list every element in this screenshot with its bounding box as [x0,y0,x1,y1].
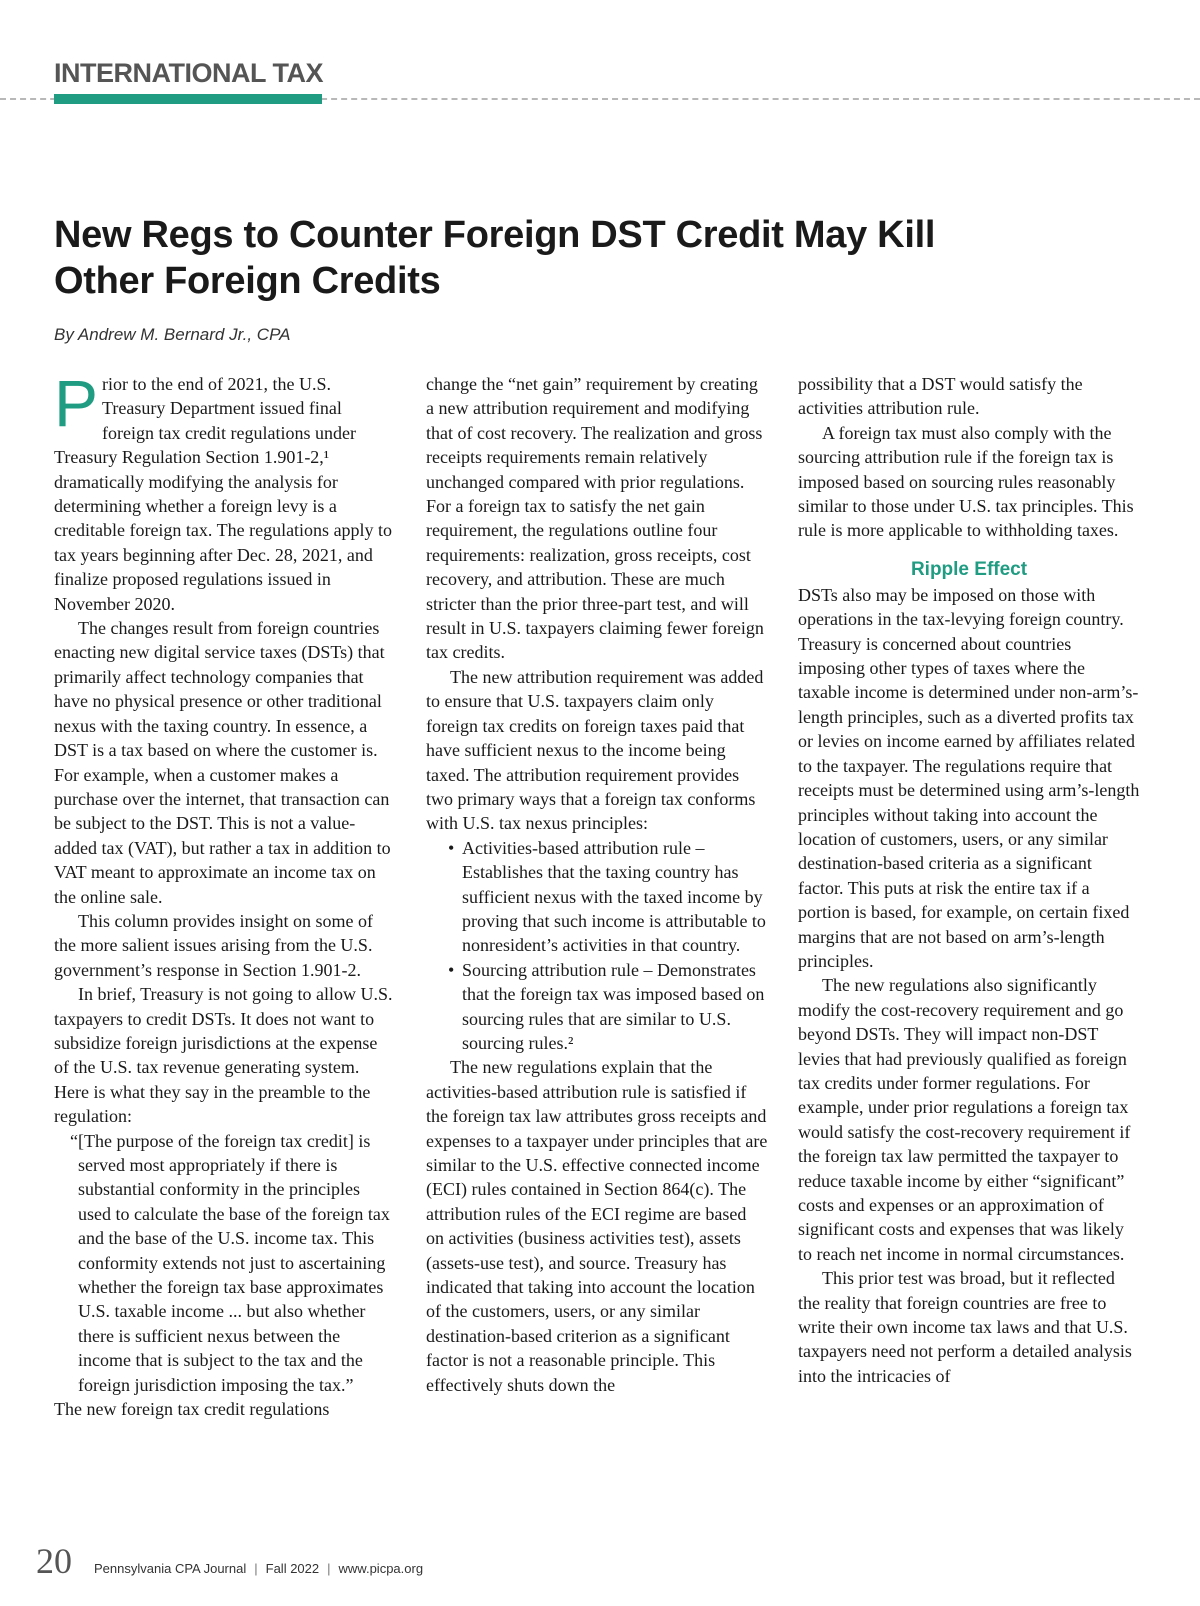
quote-text: “[The purpose of the foreign tax credit] is served most appropriately if there is substantial conformity in the principles used to calculate the base of the foreign tax and the base of the U.S. income tax. This conformity extends not just to ascertaining whether the foreign tax base approximates U.S. taxable income ... but also whether there is sufficient nexus between the income that is subject to the tax and the foreign jurisdiction imposing the tax.” [70,1130,390,1395]
column-2 [426,372,768,1397]
paragraph: This prior test was broad, but it reflected the reality that foreign countries are free to write their own income tax laws and that U.S. taxpayers need not perform a detailed analysis into the intricacies of [798,1268,1132,1386]
paragraph: The new regulations explain that the activities-based attribution rule is satisfied if the foreign tax law attributes gross receipts and expenses to a taxpayer under principles that are similar to the U.S. effective connected income (ECI) rules contained in Section 864(c). The attribution rules of the ECI regime are based on activities (business activities test), assets (assets-use test), and source. Treasury has indicated that taking into account the location of the customers, users, or any similar destination-based criterion as a significant factor is not a reasonable principle. This effectively shuts down the [426,1057,768,1395]
column-3 [798,372,1140,1388]
article-title [54,212,1054,304]
paragraph: The new regulations also significantly modify the cost-recovery requirement and go beyond DSTs. They will impact non-DST levies that had previously qualified as foreign tax credits under former regulations. For example, under prior regulations a foreign tax would satisfy the cost-recovery requirement if the foreign tax law permitted the taxpayer to reduce taxable income by either “significant” costs and expenses or an approximation of significant costs and expenses that was likely to reach net income in normal circumstances. [798,975,1131,1264]
bullet-list [426,836,768,1056]
paragraph: possibility that a DST would satisfy the activities attribution rule. [798,374,1083,419]
page-number: 20 [36,1541,72,1581]
section-label: INTERNATIONAL TAX [54,58,323,88]
paragraph: A foreign tax must also comply with the sourcing attribution rule if the foreign tax is imposed based on sourcing rules reasonably similar to those under U.S. tax principles. This rule is more applicable to withholding taxes. [798,422,1134,541]
list-item: • Activities-based attribution rule – Establishes that the taxing country has sufficient nexus with the taxed income by proving that such income is attributable to nonresident’s activities in that country. [448,836,768,958]
title-line-1: New Regs to Counter Foreign DST Credit May Kill [54,214,936,256]
section-accent-bar [54,94,322,104]
drop-cap: P [54,366,99,440]
column-1 [54,366,396,1421]
footer-separator: | [254,1561,258,1576]
website-link[interactable]: www.picpa.org [338,1561,424,1576]
paragraph: The changes result from foreign countries enacting new digital service taxes (DSTs) that primarily affect technology companies that have no physical presence or other traditional nexus with the taxing country. In essence, a DST is a tax based on where the customer is. For example, when a customer makes a purchase over the internet, that transaction can be subject to the DST. This is not a value-added tax (VAT), but rather a tax in addition to VAT meant to approximate an income tax on the online sale. [54,618,391,907]
title-line-2: Other Foreign Credits [54,260,441,302]
paragraph: The new foreign tax credit regulations [54,1399,330,1420]
byline: By Andrew M. Bernard Jr., CPA [54,325,291,344]
paragraph: In brief, Treasury is not going to allow U.S. taxpayers to credit DSTs. It does not want to subsidize foreign jurisdictions at the expense of the U.S. tax revenue generating system. Here is what they say in the preamble to the regulation: [54,984,393,1127]
paragraph: change the “net gain” requirement by creating a new attribution requirement and modifying that of cost recovery. The realization and gross receipts requirements remain relatively unchanged compared with prior regulations. For a foreign tax to satisfy the net gain requirement, the regulations outline four requirements: realization, gross receipts, cost recovery, and attribution. These are much stricter than the prior three-part test, and will result in U.S. taxpayers claiming fewer foreign tax credits. [426,374,764,663]
list-item: • Sourcing attribution rule – Demonstrates that the foreign tax was imposed based on sourcing rules that are similar to U.S. sourcing rules.² [448,958,768,1056]
paragraph: DSTs also may be imposed on those with operations in the tax-levying foreign country. Treasury is concerned about countries imposing other types of taxes where the taxable income is determined under non-arm’s-length principles, such as a diverted profits tax or levies on income earned by affiliates related to the taxpayer. The regulations require that receipts must be determined using arm’s-length principles without taking into account the location of customers, users, or any similar destination-based criteria as a significant factor. This puts at risk the entire tax if a portion is based, for example, on certain fixed margins that are not based on arm’s-length principles. [798,584,1140,971]
paragraph: This column provides insight on some of the more salient issues arising from the U.S. government’s response in Section 1.901-2. [54,910,373,980]
paragraph: Prior to the end of 2021, the U.S. Treasury Department issued final foreign tax credit regulations under Treasury Regulation Section 1.901-2,¹ dramatically modifying the analysis for determining whether a foreign levy is a creditable foreign tax. The regulations apply to tax years beginning after Dec. 28, 2021, and finalize proposed regulations issued in November 2020. [54,366,393,614]
footer-separator: | [327,1561,331,1576]
page-footer [36,1540,423,1580]
issue-date: Fall 2022 [265,1561,320,1576]
publication-name: Pennsylvania CPA Journal [94,1561,247,1576]
subhead-ripple-effect: Ripple Effect [910,558,1028,580]
block-quote [70,1129,396,1397]
paragraph: The new attribution requirement was added to ensure that U.S. taxpayers claim only foreign tax credits on foreign taxes paid that have sufficient nexus to the income being taxed. The attribution requirement provides two primary ways that a foreign tax conforms with U.S. tax nexus principles: [426,666,764,834]
